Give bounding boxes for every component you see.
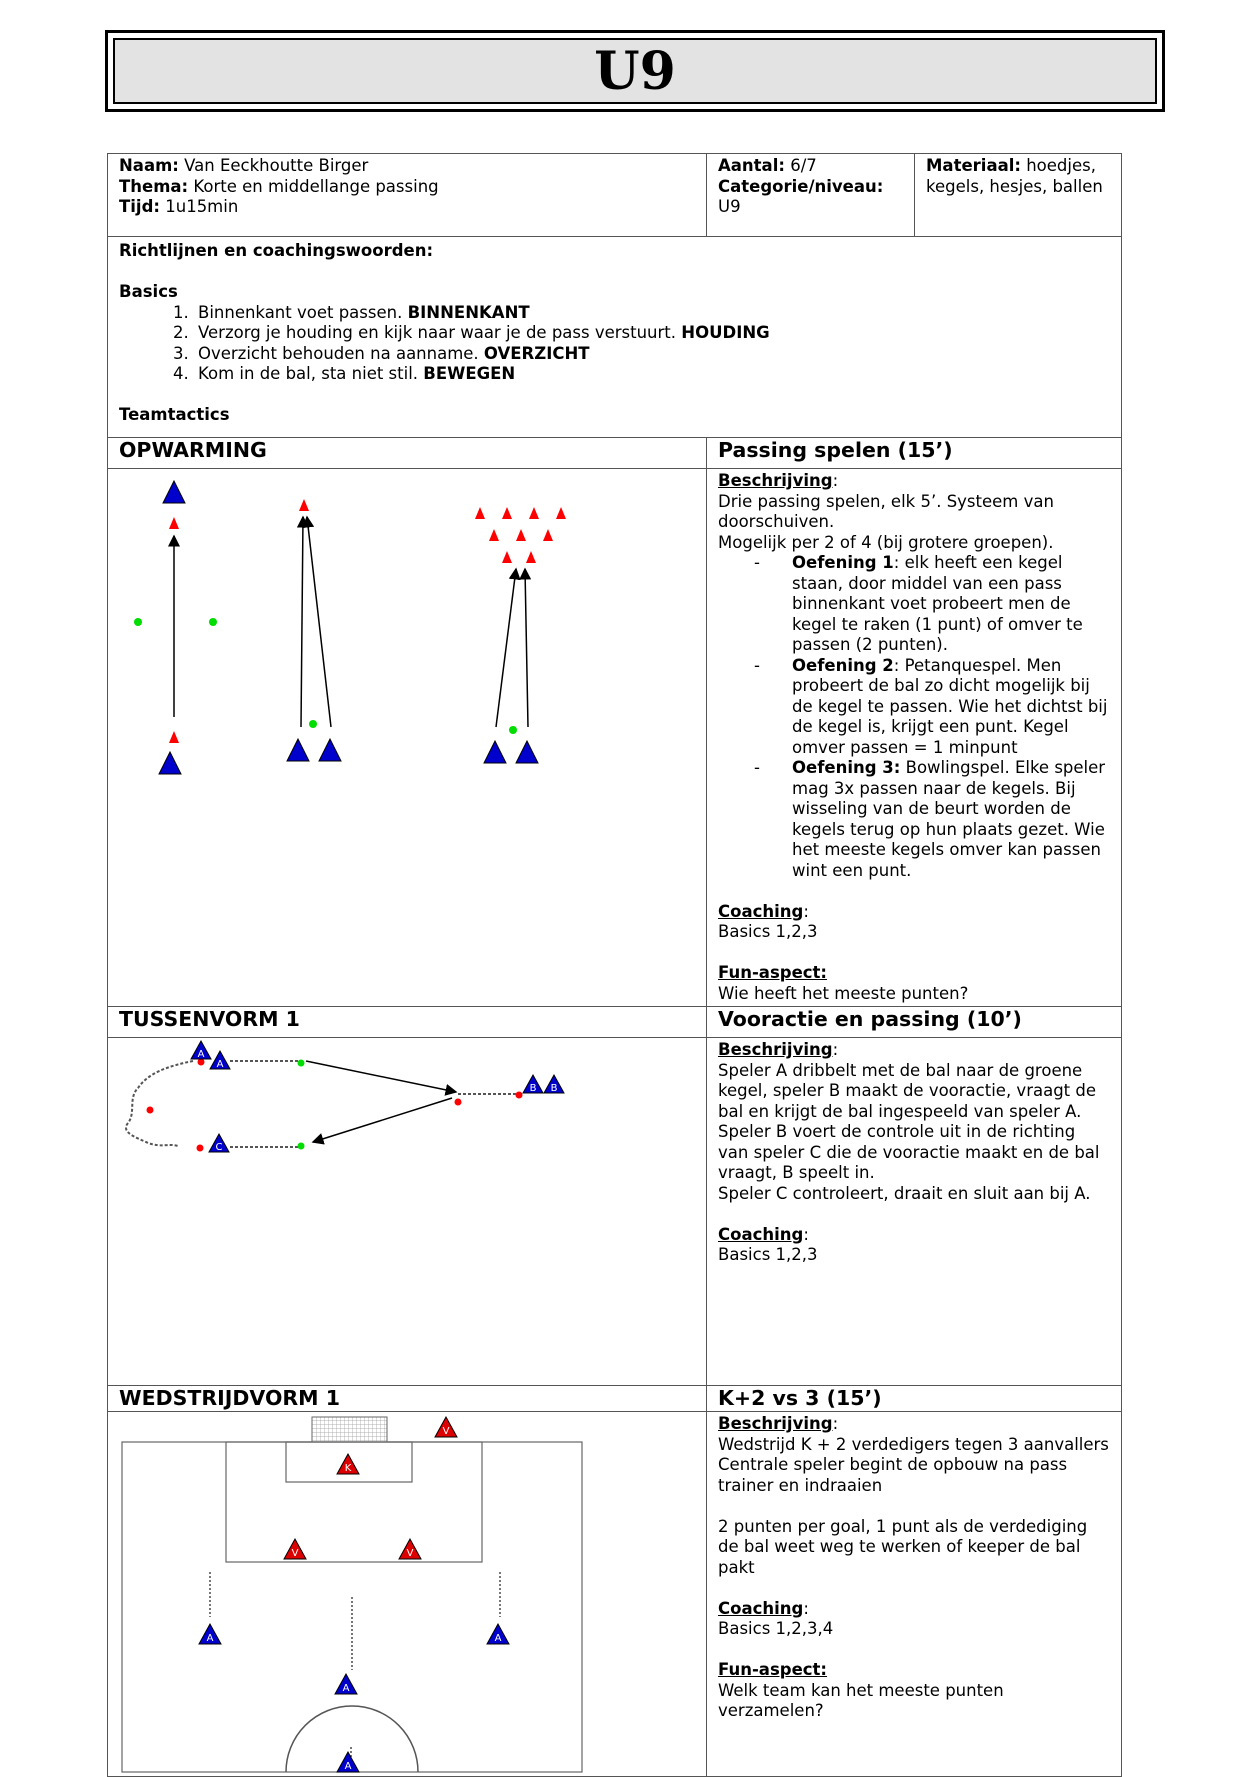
defender	[435, 1417, 457, 1437]
basics-heading: Basics	[119, 282, 178, 301]
player-triangle	[159, 752, 181, 774]
diagram-cell	[108, 1038, 707, 1386]
marker-dot	[298, 1060, 305, 1067]
section-body-row	[108, 469, 1122, 1007]
beschrijving-label: Beschrijving	[718, 1414, 833, 1433]
svg-text:A: A	[494, 1633, 502, 1644]
guidelines-heading: Richtlijnen en coachingswoorden:	[119, 241, 434, 260]
materiaal-value: hoedjes, kegels, hesjes, ballen	[926, 156, 1103, 196]
svg-text:A: A	[342, 1683, 350, 1694]
description-paragraph: Speler C controleert, draait en sluit aan bij A.	[718, 1183, 1091, 1203]
game-3	[475, 507, 566, 763]
diagram-cell	[108, 469, 707, 1007]
beschrijving-label: Beschrijving	[718, 471, 833, 490]
naam-label: Naam:	[119, 156, 179, 175]
section-header-row	[108, 1007, 1122, 1038]
match-field-diagram	[108, 1412, 590, 1776]
description-paragraph: Speler A dribbelt met de bal naar de groene kegel, speler B maakt de vooractie, vraagt de bal en krijgt de bal ingespeeld van speler A.	[718, 1060, 1097, 1121]
cone-icon	[502, 551, 512, 563]
penalty-area	[226, 1442, 482, 1562]
cone-icon	[197, 1145, 204, 1152]
thema-label: Thema:	[119, 176, 189, 196]
player-c	[209, 1134, 229, 1153]
goal-net	[312, 1417, 387, 1442]
text-cell: Beschrijving: Drie passing spelen, elk 5’. Systeem van doorschuiven. Mogelijk per 2 of 4 (bij grotere groepen). - Oefening 1: elk heeft een kegel staan, door middel van een pass binnenkant voet probeert men de kegel te raken (1 punt) of omver te passen (2 punten). - Oefening 2: Petanquespel. Men probeert de bal zo dicht mogelijk bij de kegel te passen. Wie het dichtst bij de kegel is, krijgt een punt. Kegel omver passen = 1 minpunt - Oefening 3: Bowlingspel. Elke speler mag 3x passen naar de kegels. Bij wisseling van de beurt worden de kegels terug op hun plaats gezet. Wie het meeste kegels omver kan passen wint een punt. Coaching: Basics 1,2,3 Fun-aspect: Wie heeft het meeste punten?	[707, 469, 1122, 1007]
exercise-item: - Oefening 1: elk heeft een kegel staan, door middel van een pass binnenkant voet probeert men de kegel te raken (1 punt) of omver te passen (2 punten).	[718, 553, 1110, 656]
section-header-row	[108, 1386, 1122, 1412]
phase-title: TUSSENVORM 1	[108, 1007, 707, 1038]
info-cell-middle	[707, 154, 915, 237]
materiaal-label: Materiaal:	[926, 156, 1021, 175]
exercise-title: Passing spelen (15’)	[707, 438, 1122, 469]
basics-item: 2. Verzorg je houding en kijk naar waar je de pass verstuurt. HOUDING	[194, 323, 1110, 344]
player-b	[523, 1075, 543, 1094]
player-b	[544, 1075, 564, 1094]
attacker	[335, 1674, 357, 1694]
coaching-value: Basics 1,2,3	[718, 1245, 818, 1264]
player-triangle	[516, 741, 538, 763]
intro-line: Mogelijk per 2 of 4 (bij grotere groepen).	[718, 532, 1054, 552]
cone-icon	[169, 517, 179, 529]
info-row	[108, 154, 1122, 237]
defender	[284, 1539, 306, 1559]
svg-text:B: B	[529, 1083, 537, 1094]
categorie-label: Categorie/niveau:	[718, 176, 884, 196]
attacker	[199, 1624, 221, 1644]
exercise-list	[718, 553, 1110, 881]
phase-title: WEDSTRIJDVORM 1	[108, 1386, 707, 1412]
svg-text:A: A	[197, 1049, 205, 1060]
svg-text:A: A	[216, 1059, 224, 1070]
info-cell-right	[915, 154, 1122, 237]
cone-icon	[489, 529, 499, 541]
rules-paragraph: 2 punten per goal, 1 punt als de verdediging de bal weet weg te werken of keeper de bal pakt	[718, 1516, 1088, 1577]
coaching-value: Basics 1,2,3,4	[718, 1619, 834, 1638]
player-a	[191, 1041, 211, 1060]
cone-icon	[475, 507, 485, 519]
section-header-row	[108, 438, 1122, 469]
cone-icon	[455, 1099, 462, 1106]
passing-pattern-diagram	[108, 1038, 590, 1385]
svg-text:V: V	[442, 1426, 450, 1437]
player-triangle	[163, 481, 185, 503]
marker-dot	[134, 618, 142, 626]
page-title: U9	[594, 40, 676, 102]
game-1	[134, 481, 217, 774]
section-body-row	[108, 1038, 1122, 1386]
svg-text:B: B	[550, 1083, 558, 1094]
naam-value: Van Eeckhoutte Birger	[184, 156, 369, 175]
basics-item: 4. Kom in de bal, sta niet stil. BEWEGEN	[194, 364, 1110, 385]
marker-dot	[309, 720, 317, 728]
player-triangle	[484, 741, 506, 763]
text-cell: Beschrijving: Speler A dribbelt met de bal naar de groene kegel, speler B maakt de vooractie, vraagt de bal en krijgt de bal ingespeeld van speler A. Speler B voert de controle uit in de richting van speler C die de vooractie maakt en de bal vraagt, B speelt in. Speler C controleert, draait en sluit aan bij A. Coaching: Basics 1,2,3	[707, 1038, 1122, 1386]
defender	[399, 1539, 421, 1559]
cone-icon	[526, 551, 536, 563]
session-table	[107, 153, 1122, 1777]
cone-icon	[516, 1092, 523, 1099]
marker-dot	[209, 618, 217, 626]
svg-text:V: V	[406, 1548, 414, 1559]
svg-text:A: A	[206, 1633, 214, 1644]
tijd-label: Tijd:	[119, 197, 160, 216]
cone-icon	[556, 507, 566, 519]
thema-value: Korte en middellange passing	[193, 176, 439, 196]
exercise-title: K+2 vs 3 (15’)	[707, 1386, 1122, 1412]
passing-games-diagram	[108, 469, 590, 937]
beschrijving-label: Beschrijving	[718, 1040, 833, 1059]
intro-line: Drie passing spelen, elk 5’. Systeem van doorschuiven.	[718, 491, 1054, 531]
cone-icon	[516, 529, 526, 541]
trainer	[337, 1752, 359, 1772]
aantal-label: Aantal:	[718, 156, 785, 175]
player-a	[210, 1051, 230, 1070]
diagram-cell	[108, 1412, 707, 1777]
svg-text:C: C	[215, 1142, 223, 1153]
text-cell: Beschrijving: Wedstrijd K + 2 verdedigers tegen 3 aanvallers Centrale speler begint de opbouw na pass trainer en indraaien 2 punten per goal, 1 punt als de verdediging de bal weet weg te werken of keeper de bal pakt Coaching: Basics 1,2,3,4 Fun-aspect: Welk team kan het meeste punten verzamelen?	[707, 1412, 1122, 1777]
categorie-value: U9	[718, 197, 741, 216]
aantal-value: 6/7	[790, 156, 817, 175]
cone-icon	[502, 507, 512, 519]
svg-text:V: V	[291, 1548, 299, 1559]
svg-text:A: A	[344, 1761, 352, 1772]
fun-label: Fun-aspect:	[718, 963, 828, 982]
coaching-value: Basics 1,2,3	[718, 922, 818, 941]
fun-value: Wie heeft het meeste punten?	[718, 983, 969, 1003]
section-body-row	[108, 1412, 1122, 1777]
description-paragraph: Centrale speler begint de opbouw na pass trainer en indraaien	[718, 1455, 1068, 1495]
player-triangle	[287, 739, 309, 761]
cone-icon	[529, 507, 539, 519]
marker-dot	[509, 726, 517, 734]
basics-item: 1. Binnenkant voet passen. BINNENKANT	[194, 303, 1110, 324]
fun-value: Welk team kan het meeste punten verzamelen?	[718, 1680, 1004, 1720]
exercise-title: Vooractie en passing (10’)	[707, 1007, 1122, 1038]
description-paragraph: Wedstrijd K + 2 verdedigers tegen 3 aanvallers	[718, 1434, 1109, 1454]
cone-icon	[299, 499, 309, 511]
coaching-label: Coaching	[718, 1224, 804, 1244]
exercise-item: - Oefening 2: Petanquespel. Men probeert de bal zo dicht mogelijk bij de kegel te passen. Wie het dichtst bij de kegel is, krijgt een punt. Kegel omver passen = 1 minpunt	[718, 656, 1110, 759]
player-triangle	[319, 739, 341, 761]
teamtactics-heading: Teamtactics	[119, 405, 230, 424]
coaching-label: Coaching	[718, 901, 804, 921]
guidelines-row	[108, 237, 1122, 438]
cone-icon	[543, 529, 553, 541]
dribble-path	[126, 1061, 193, 1146]
cone-icon	[147, 1107, 154, 1114]
marker-dot	[298, 1143, 305, 1150]
basics-list	[119, 303, 1110, 385]
keeper	[337, 1454, 359, 1474]
exercise-item: - Oefening 3: Bowlingspel. Elke speler mag 3x passen naar de kegels. Bij wisseling van de beurt worden de kegels terug op hun plaats gezet. Wie het meeste kegels omver kan passen wint een punt.	[718, 758, 1110, 881]
coaching-label: Coaching	[718, 1598, 804, 1618]
title-box	[105, 30, 1165, 112]
tijd-value: 1u15min	[165, 197, 239, 216]
svg-text:K: K	[344, 1463, 352, 1474]
fun-label: Fun-aspect:	[718, 1660, 828, 1679]
description-paragraph: Speler B voert de controle uit in de richting van speler C die de vooractie maakt en de bal vraagt, B speelt in.	[718, 1122, 1100, 1182]
attacker	[487, 1624, 509, 1644]
phase-title: OPWARMING	[108, 438, 707, 469]
game-2	[287, 499, 341, 761]
info-cell-left	[108, 154, 707, 237]
cone-icon	[169, 731, 179, 743]
guidelines-cell	[108, 237, 1122, 438]
basics-item: 3. Overzicht behouden na aanname. OVERZICHT	[194, 344, 1110, 365]
